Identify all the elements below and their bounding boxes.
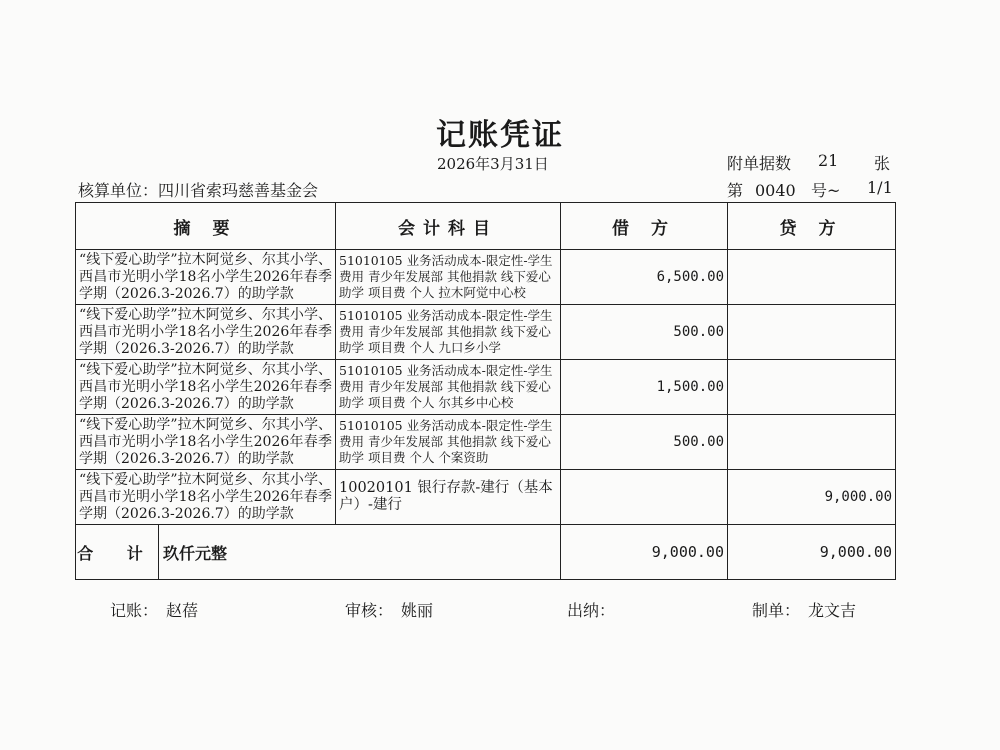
voucher-prefix: 第	[727, 181, 744, 200]
voucher-page-count: 1/1	[867, 178, 893, 197]
entry-debit: 500.00	[561, 415, 728, 470]
entry-subject: 51010105 业务活动成本-限定性-学生费用 青少年发展部 其他捐款 线下爱心助学 项目费 个人 拉木阿觉中心校	[336, 250, 561, 305]
reviewer-name: 姚丽	[401, 601, 434, 620]
bookkeeper-signature	[110, 598, 206, 621]
entry-summary: “线下爱心助学”拉木阿觉乡、尔其小学、西昌市光明小学18名小学生2026年春季学期（2026.3-2026.7）的助学款	[76, 305, 336, 360]
entry-debit: 6,500.00	[561, 250, 728, 305]
total-credit: 9,000.00	[728, 525, 896, 580]
attachments-count: 21	[818, 151, 839, 170]
voucher-suffix: 号~	[811, 181, 841, 200]
accounting-unit-label: 核算单位：	[78, 181, 159, 200]
preparer-label: 制单：	[752, 601, 801, 620]
table-row	[76, 250, 896, 305]
voucher-table	[75, 202, 896, 580]
entry-credit	[728, 415, 896, 470]
reviewer-signature	[345, 598, 441, 621]
accounting-unit-name: 四川省索玛慈善基金会	[158, 181, 319, 200]
total-in-words: 玖仟元整	[163, 543, 228, 563]
entry-subject: 51010105 业务活动成本-限定性-学生费用 青少年发展部 其他捐款 线下爱心助学 项目费 个人 个案资助	[336, 415, 561, 470]
bookkeeper-label: 记账：	[110, 601, 159, 620]
total-cell	[76, 525, 561, 580]
cashier-signature	[567, 598, 631, 621]
entry-summary: “线下爱心助学”拉木阿觉乡、尔其小学、西昌市光明小学18名小学生2026年春季学期（2026.3-2026.7）的助学款	[76, 360, 336, 415]
total-row	[76, 525, 896, 580]
entry-debit	[561, 470, 728, 525]
attachments-unit: 张	[874, 154, 891, 173]
col-debit: 借 方	[561, 203, 728, 250]
cashier-label: 出纳：	[567, 601, 616, 620]
entry-debit: 500.00	[561, 305, 728, 360]
entry-credit	[728, 250, 896, 305]
table-row	[76, 305, 896, 360]
entry-summary: “线下爱心助学”拉木阿觉乡、尔其小学、西昌市光明小学18名小学生2026年春季学期（2026.3-2026.7）的助学款	[76, 250, 336, 305]
entry-summary: “线下爱心助学”拉木阿觉乡、尔其小学、西昌市光明小学18名小学生2026年春季学期（2026.3-2026.7）的助学款	[76, 415, 336, 470]
reviewer-label: 审核：	[345, 601, 394, 620]
preparer-name: 龙文吉	[808, 601, 857, 620]
table-row	[76, 470, 896, 525]
entry-credit	[728, 305, 896, 360]
voucher-date: 2026年3月31日	[437, 155, 549, 173]
table-row	[76, 415, 896, 470]
voucher-no: 0040	[755, 181, 796, 200]
entry-credit: 9,000.00	[728, 470, 896, 525]
col-subject: 会计科目	[336, 203, 561, 250]
entry-subject: 51010105 业务活动成本-限定性-学生费用 青少年发展部 其他捐款 线下爱心助学 项目费 个人 尔其乡中心校	[336, 360, 561, 415]
col-credit: 贷 方	[728, 203, 896, 250]
entry-summary: “线下爱心助学”拉木阿觉乡、尔其小学、西昌市光明小学18名小学生2026年春季学期（2026.3-2026.7）的助学款	[76, 470, 336, 525]
col-summary: 摘 要	[76, 203, 336, 250]
entry-credit	[728, 360, 896, 415]
entry-subject: 10020101 银行存款-建行（基本户）-建行	[336, 470, 561, 525]
preparer-signature	[752, 598, 864, 621]
table-row	[76, 360, 896, 415]
total-label: 合 计	[76, 525, 159, 579]
entry-debit: 1,500.00	[561, 360, 728, 415]
voucher-title: 记账凭证	[436, 118, 564, 153]
bookkeeper-name: 赵蓓	[166, 601, 199, 620]
total-debit: 9,000.00	[561, 525, 728, 580]
accounting-unit	[78, 178, 318, 201]
entry-subject: 51010105 业务活动成本-限定性-学生费用 青少年发展部 其他捐款 线下爱心助学 项目费 个人 九口乡小学	[336, 305, 561, 360]
table-header-row	[76, 203, 896, 250]
attachments-label: 附单据数	[727, 154, 792, 173]
voucher-number	[727, 178, 893, 201]
